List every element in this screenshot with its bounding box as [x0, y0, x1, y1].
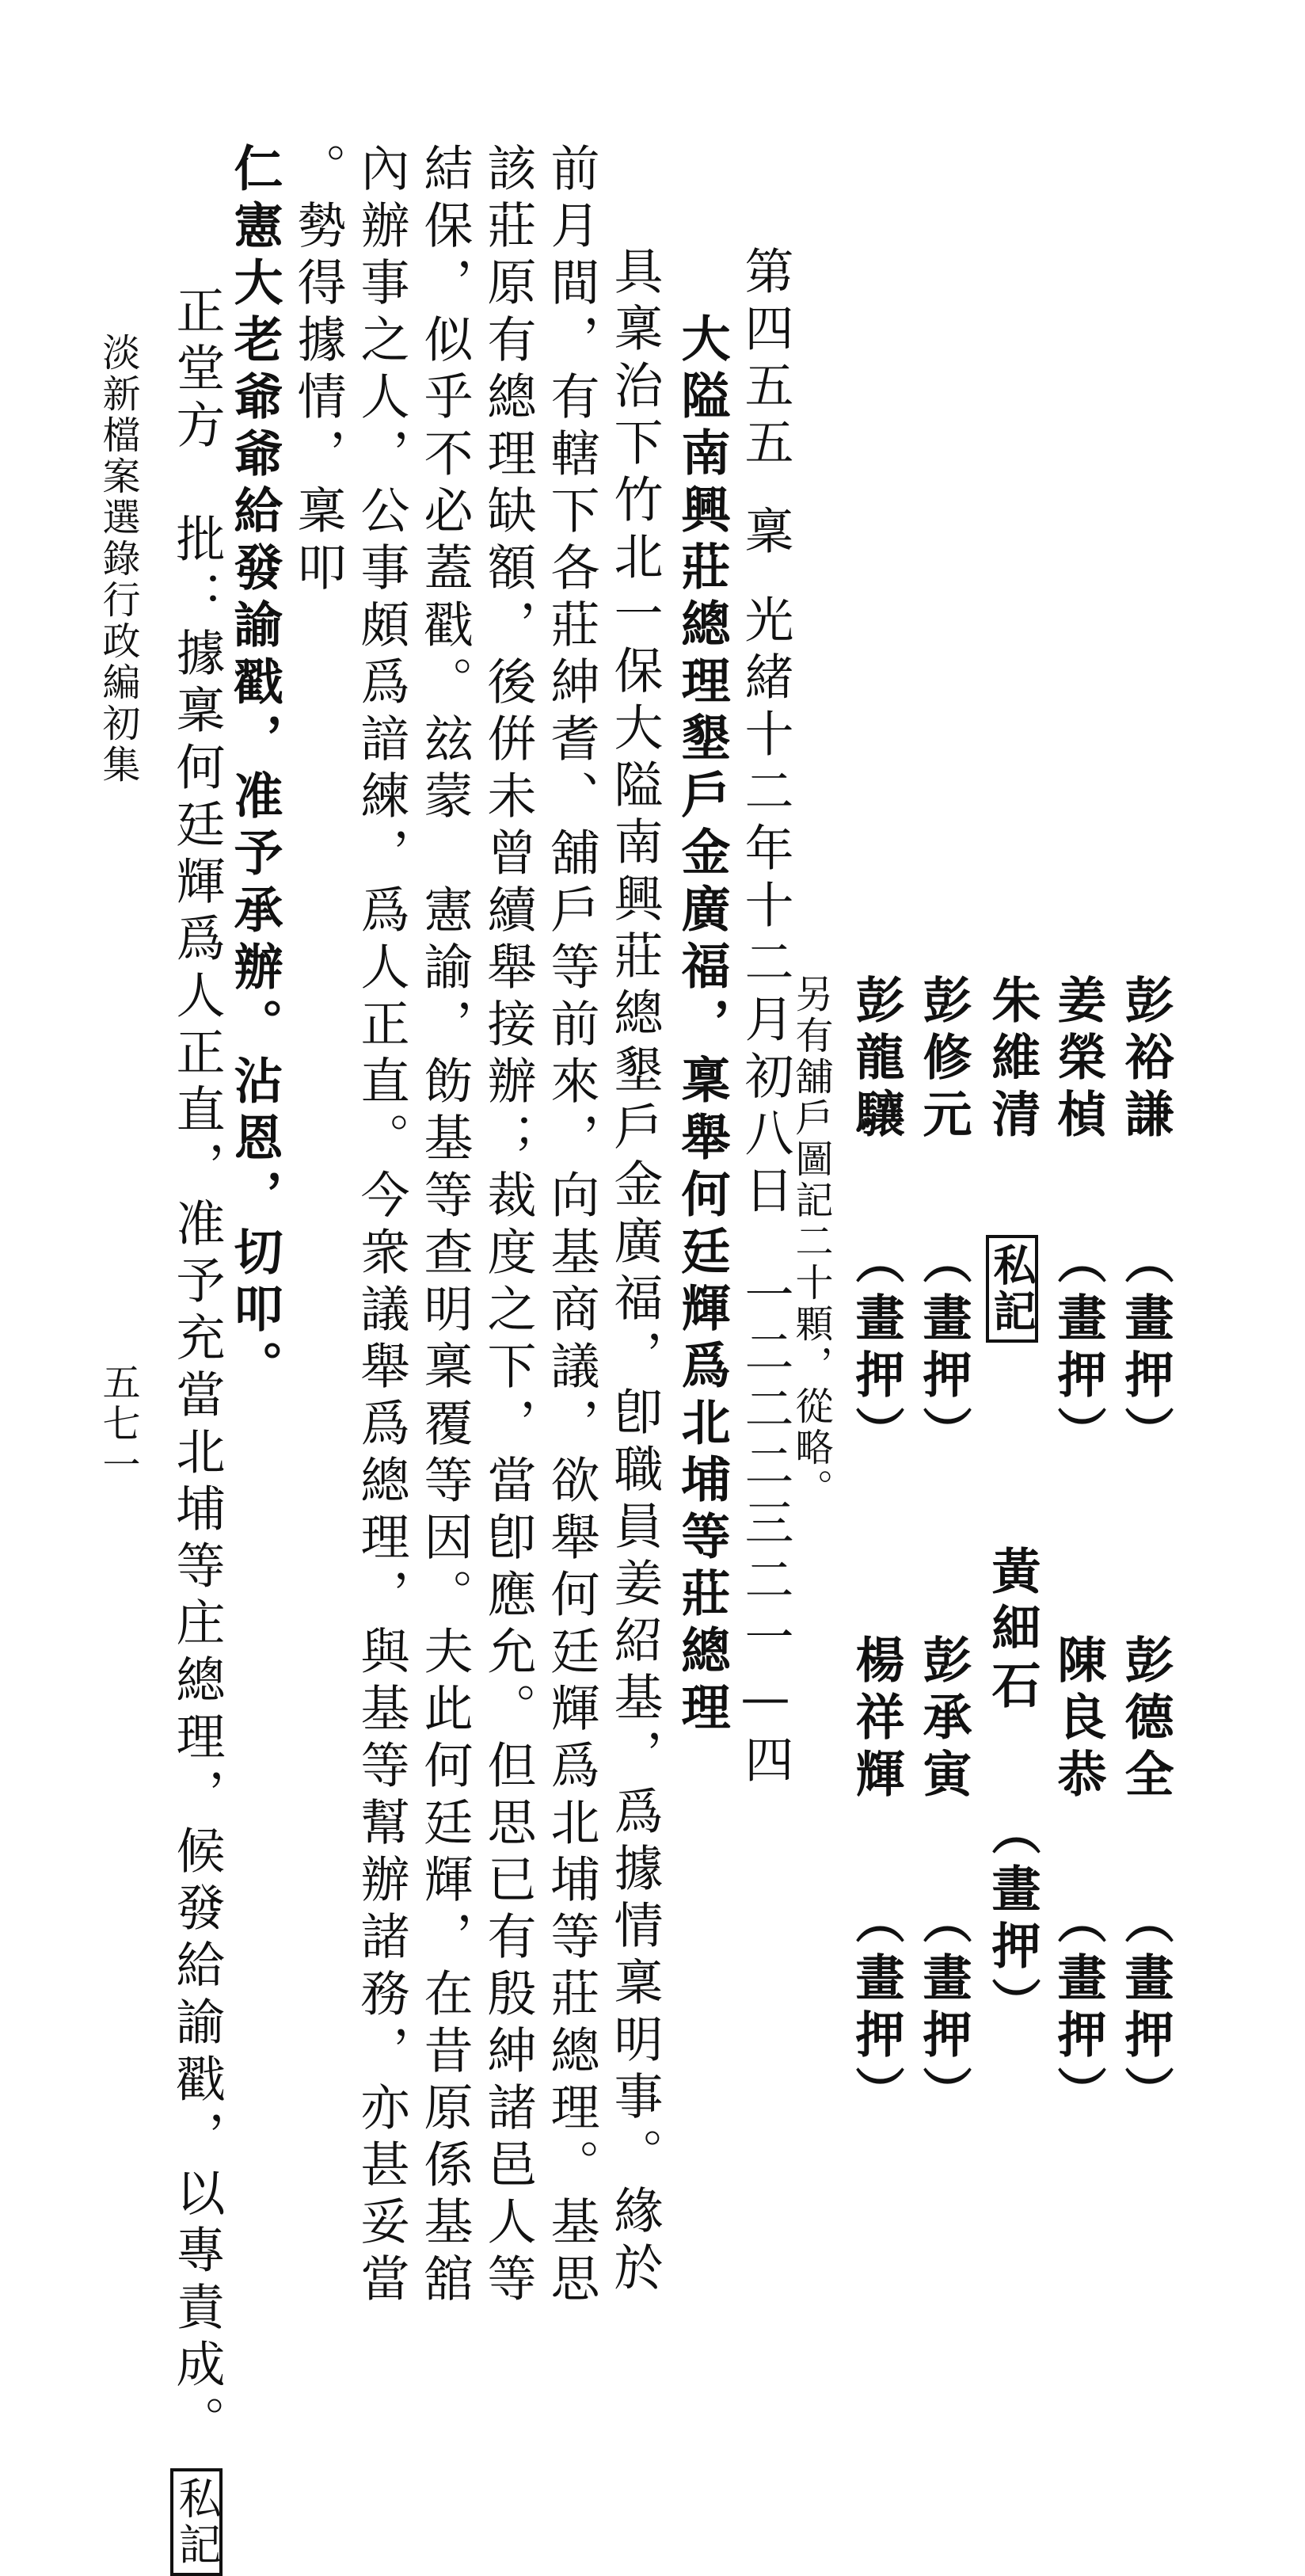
- signature-mark: （畫押）: [1117, 1235, 1174, 1463]
- signatory-name: 陳良恭: [1049, 1634, 1107, 1805]
- signatory-column-5: [847, 974, 905, 2123]
- signature-mark: （畫押）: [1049, 1235, 1107, 1463]
- signature-mark: （畫押）: [1117, 1895, 1174, 2123]
- body-line-5: 內辦事之人，公事頗爲諳練，爲人正直。今衆議舉爲總理，與基等幫辦諸務，亦甚妥當: [352, 143, 410, 2310]
- body-line-2: 前月間，有轄下各莊紳耆、舖戶等前來，向基商議，欲舉何廷輝爲北埔等莊總理。基思: [542, 143, 600, 2310]
- official-endorsement: [168, 285, 226, 2576]
- page-number: 五七一: [96, 1362, 140, 1486]
- signatory-column-2: [1049, 974, 1107, 2123]
- signatory-name: 彭修元: [915, 974, 972, 1145]
- signatory-name: 黃細石: [984, 1545, 1041, 1717]
- seal-stamp: 私記: [170, 2468, 223, 2576]
- signature-mark: （畫押）: [984, 1806, 1041, 2034]
- signatory-name: 彭裕謙: [1117, 974, 1174, 1145]
- document-date: 光緒十二年十二月初八日: [736, 594, 794, 1221]
- omission-note: 另有舖戶圖記二十顆，從略。: [789, 974, 833, 1510]
- body-line-1: 具稟治下竹北一保大隘南興莊總墾戶金廣福，卽職員姜紹基，爲據情稟明事。緣於: [606, 246, 664, 2299]
- signatory-column-3: [984, 974, 1041, 2034]
- signatory-name: 朱維清: [984, 974, 1041, 1145]
- archive-code: 一二二二三二一—四: [736, 1269, 794, 1791]
- body-line-3: 該莊原有總理缺額，後倂未曾續舉接辦；裁度之下，當卽應允。但思已有殷紳諸邑人等: [479, 143, 537, 2310]
- document-number: 第四五五: [736, 246, 794, 474]
- signatory-column-1: [1117, 974, 1174, 2123]
- signature-mark: （畫押）: [847, 1895, 905, 2123]
- signature-mark: （畫押）: [847, 1235, 905, 1463]
- body-line-7: 仁憲大老爺爺給發諭戳，准予承辦。沾恩，切叩。: [226, 143, 283, 1397]
- signature-mark: （畫押）: [915, 1235, 972, 1463]
- signatory-name: 姜榮楨: [1049, 974, 1107, 1145]
- signatory-name: 彭龍驤: [847, 974, 905, 1145]
- body-line-4: 結保，似乎不必蓋戳。玆蒙 憲諭，飭基等查明稟覆等因。夫此何廷輝，在昔原係基舘: [416, 143, 474, 2310]
- document-type: 稟: [736, 505, 794, 562]
- seal-stamp: 私記: [986, 1235, 1038, 1343]
- signatory-name: 彭承寅: [915, 1634, 972, 1805]
- document-title: 大隘南興莊總理墾戶金廣福，稟舉何廷輝爲北埔等莊總理: [673, 313, 731, 1739]
- book-title: 淡新檔案選錄行政編初集: [96, 333, 140, 786]
- endorsement-text: 正堂方 批：據稟何廷輝爲人正直，准予充當北埔等庄總理，候發給諭戳，以專責成。: [168, 285, 226, 2452]
- signatory-name: 楊祥輝: [847, 1634, 905, 1805]
- signature-mark: （畫押）: [915, 1895, 972, 2123]
- signatory-name: 彭德全: [1117, 1634, 1174, 1805]
- body-line-6: 。勢得據情，稟叩: [289, 143, 347, 599]
- signature-mark: （畫押）: [1049, 1895, 1107, 2123]
- signatory-column-4: [915, 974, 972, 2123]
- document-header: [736, 246, 794, 1791]
